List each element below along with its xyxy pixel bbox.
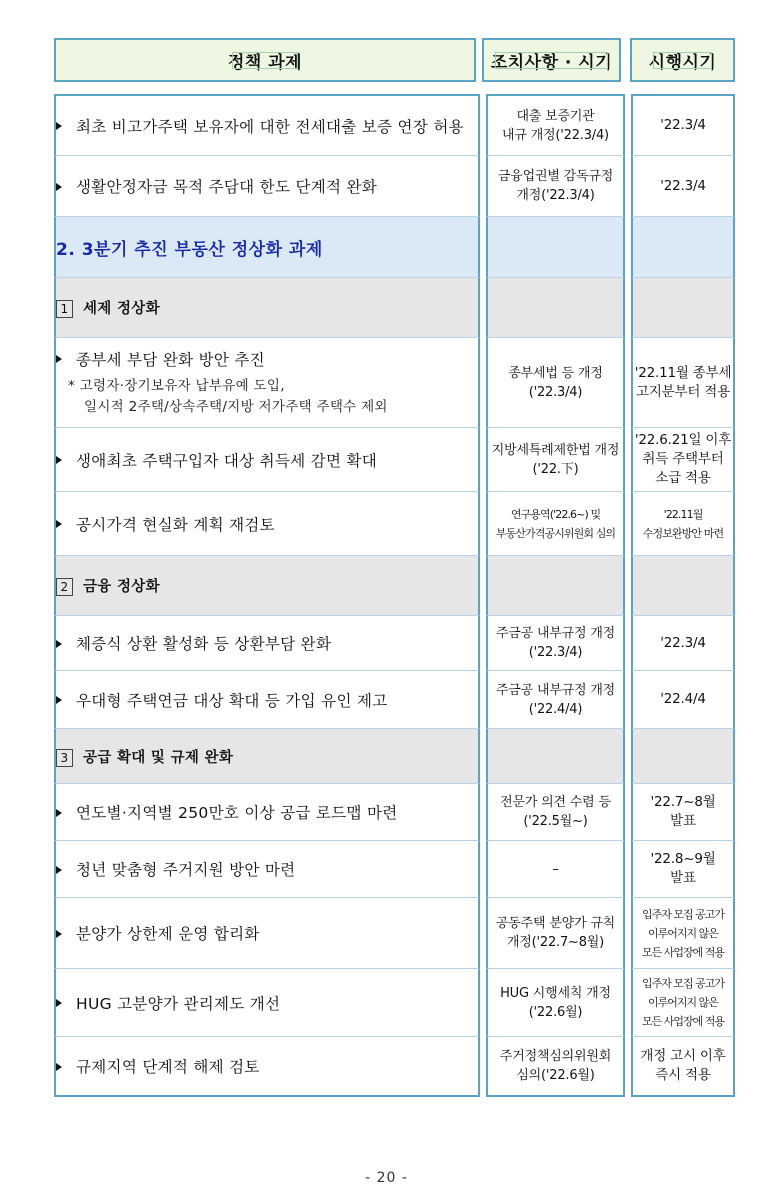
triangle-bullet-icon	[56, 866, 62, 874]
action-cell: 금융업권별 감독규정 개정('22.3/4)	[486, 155, 625, 216]
period-cell: '22.7~8월 발표	[631, 783, 735, 840]
triangle-bullet-icon	[56, 930, 62, 938]
table-row	[54, 968, 735, 1036]
task-text: 우대형 주택연금 대상 확대 등 가입 유인 제고	[76, 691, 388, 710]
triangle-bullet-icon	[56, 456, 62, 464]
boxed-number: 2	[56, 578, 73, 596]
action-cell: 연구용역('22.6~) 및 부동산가격공시위원회 심의	[486, 491, 625, 555]
table-row	[54, 615, 735, 670]
table-row	[54, 337, 735, 427]
action-cell: 지방세특례제한법 개정 ('22.下)	[486, 427, 625, 491]
task-text: 생애최초 주택구입자 대상 취득세 감면 확대	[76, 451, 378, 470]
task-text: 생활안정자금 목적 주담대 한도 단계적 완화	[76, 178, 378, 196]
task-text: 종부세 부담 완화 방안 추진	[76, 350, 265, 369]
triangle-bullet-icon	[56, 355, 62, 363]
header-policy-task	[54, 38, 476, 82]
header-period	[630, 38, 735, 82]
action-cell: 주거정책심의위원회 심의('22.6월)	[486, 1036, 625, 1097]
triangle-bullet-icon	[56, 999, 62, 1007]
period-cell: '22.3/4	[631, 94, 735, 155]
subsection-title: 금융 정상화	[83, 579, 160, 595]
table-row	[54, 670, 735, 728]
period-cell: '22.6.21일 이후 취득 주택부터 소급 적용	[631, 427, 735, 491]
header-period-label: 시행시기	[649, 48, 717, 73]
header-policy-task-label: 정책 과제	[228, 48, 302, 73]
subsection-heading-row	[54, 555, 735, 615]
task-text: 청년 맞춤형 주거지원 방안 마련	[76, 861, 296, 879]
period-cell: 개정 고시 이후 즉시 적용	[631, 1036, 735, 1097]
action-cell: 주금공 내부규정 개정 ('22.4/4)	[486, 670, 625, 728]
header-action-label: 조치사항 · 시기	[491, 48, 612, 73]
triangle-bullet-icon	[56, 1063, 62, 1071]
table-row	[54, 1036, 735, 1097]
action-cell: –	[486, 840, 625, 897]
task-text: 체증식 상환 활성화 등 상환부담 완화	[76, 635, 332, 653]
triangle-bullet-icon	[56, 696, 62, 704]
period-cell: '22.11월 종부세 고지분부터 적용	[631, 337, 735, 427]
period-cell: '22.4/4	[631, 670, 735, 728]
task-text: 규제지역 단계적 해제 검토	[76, 1058, 260, 1076]
task-text: 연도별·지역별 250만호 이상 공급 로드맵 마련	[76, 804, 398, 822]
subsection-heading-row	[54, 277, 735, 337]
triangle-bullet-icon	[56, 183, 62, 191]
table-row	[54, 427, 735, 491]
period-cell: '22.11월 수정보완방안 마련	[631, 491, 735, 555]
table-row	[54, 155, 735, 216]
period-cell: 입주자 모집 공고가 이루어지지 않은 모든 사업장에 적용	[631, 897, 735, 968]
subsection-title: 세제 정상화	[83, 301, 160, 317]
section-heading-row	[54, 216, 735, 277]
action-cell: HUG 시행세칙 개정 ('22.6월)	[486, 968, 625, 1036]
table-row	[54, 94, 735, 155]
task-text: 분양가 상한제 운영 합리화	[76, 925, 260, 943]
table-row	[54, 840, 735, 897]
task-text: 최초 비고가주택 보유자에 대한 전세대출 보증 연장 허용	[76, 117, 464, 136]
table-row	[54, 897, 735, 968]
table-row	[54, 783, 735, 840]
action-cell: 주금공 내부규정 개정 ('22.3/4)	[486, 615, 625, 670]
period-cell: 입주자 모집 공고가 이루어지지 않은 모든 사업장에 적용	[631, 968, 735, 1036]
header-action	[482, 38, 621, 82]
subsection-title: 공급 확대 및 규제 완화	[83, 749, 234, 766]
task-text: 공시가격 현실화 계획 재검토	[76, 515, 275, 534]
action-cell: 공동주택 분양가 규칙 개정('22.7~8월)	[486, 897, 625, 968]
period-cell: '22.8~9월 발표	[631, 840, 735, 897]
period-cell: '22.3/4	[631, 155, 735, 216]
page-number: - 20 -	[365, 1170, 408, 1186]
table-row	[54, 491, 735, 555]
subsection-heading-row	[54, 728, 735, 783]
task-note: * 고령자·장기보유자 납부유예 도입, 일시적 2주택/상속주택/지방 저가주택 주택수 제외	[68, 377, 388, 415]
boxed-number: 1	[56, 300, 73, 318]
triangle-bullet-icon	[56, 122, 62, 130]
triangle-bullet-icon	[56, 640, 62, 648]
boxed-number: 3	[56, 749, 73, 767]
action-cell: 전문가 의견 수렴 등 ('22.5월~)	[486, 783, 625, 840]
section-title: 2. 3분기 추진 부동산 정상화 과제	[54, 216, 480, 277]
task-text: HUG 고분양가 관리제도 개선	[76, 994, 281, 1013]
triangle-bullet-icon	[56, 520, 62, 528]
action-cell: 대출 보증기관 내규 개정('22.3/4)	[486, 94, 625, 155]
action-cell: 종부세법 등 개정 ('22.3/4)	[486, 337, 625, 427]
period-cell: '22.3/4	[631, 615, 735, 670]
triangle-bullet-icon	[56, 809, 62, 817]
policy-table	[54, 94, 735, 1097]
